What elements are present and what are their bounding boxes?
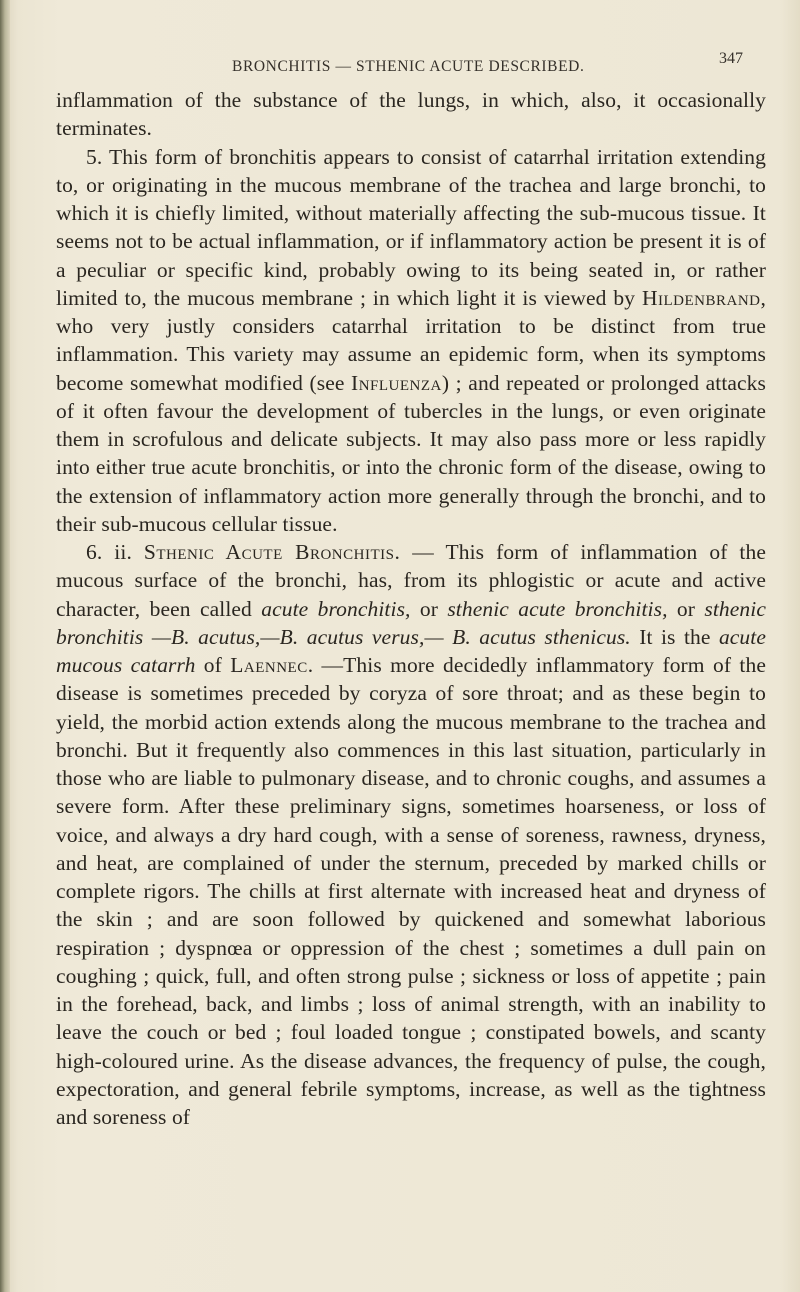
author-laennec: Laennec — [230, 653, 308, 677]
paragraph-6-text-c: or — [667, 596, 705, 621]
term-sthenic-acute-bronchitis: sthenic acute bronchitis, — [447, 596, 668, 621]
paragraph-continuation: inflammation of the substance of the lungs, in which, also, it occasionally terminates. — [56, 88, 766, 141]
paragraph-5-text-c: ) ; and repeated or prolonged attacks of it often favour the development of tubercles in the lungs, or even originate them in scrofulous and delicate subjects. It may also pass more or less rapidly into either true acute bronchitis, or into the chronic form of the disease, owing to the extension of inflammatory action more generally through the bronchi, and to their sub-mucous cellular tissue. — [56, 370, 766, 536]
paragraph-6 — [56, 538, 766, 1131]
paragraph-5-text-b: , who very justly considers catarrhal irritation to be distinct from true inflammation. This variety may assume an epidemic form, when its symptoms become somewhat modified (see — [56, 285, 766, 395]
section-heading: Sthenic Acute Bronchitis. — [143, 540, 401, 564]
paragraph-5-text-a: 5. This form of bronchitis appears to consist of catarrhal irritation extending to, or originating in the mucous membrane of the trachea and large bronchi, to which it is chiefly limited, without materially affecting the sub-mucous tissue. It seems not to be actual inflammation, or if inflammatory action be present it is of a peculiar or specific kind, probably owing to its being seated in, or rather limited to, the mucous membrane ; in which light it is viewed by — [56, 144, 766, 310]
term-latin-synonyms: sthenic bronchitis —B. acutus,—B. acutus verus,— B. acutus sthenicus. — [56, 596, 766, 649]
paragraph-6-text-f: . —This more decidedly inflammatory form of the disease is sometimes preceded by coryza of sore throat; and as these begin to yield, the morbid action extends along the mucous membrane to the trachea and bronchi. But it frequently also commences in this last situation, particularly in those who are liable to pulmonary disease, and to chronic coughs, and assumes a severe form. After these preliminary signs, sometimes hoarseness, or loss of voice, and always a dry hard cough, with a sense of soreness, rawness, dryness, and heat, are complained of under the sternum, preceded by marked chills or complete rigors. The chills at first alternate with increased heat and dryness of the skin ; and are soon followed by quickened and somewhat laborious respiration ; dyspnœa or oppression of the chest ; sometimes a dull pain on coughing ; quick, full, and often strong pulse ; sickness or loss of appetite ; pain in the forehead, back, and limbs ; loss of animal strength, with an inability to leave the couch or bed ; foul loaded tongue ; constipated bowels, and scanty high-coloured urine. As the disease advances, the frequency of pulse, the cough, expectoration, and general febrile symptoms, increase, as well as the tightness and soreness of — [56, 653, 767, 1129]
term-acute-bronchitis: acute bronchitis, — [261, 596, 411, 621]
page-gutter — [0, 0, 10, 1292]
paragraph-6-text-d: It is the — [630, 624, 719, 649]
paragraph-6-text-a: — This form of inflammation of the mucous surface of the bronchi, has, from its phlogistic or acute and active character, been called — [56, 540, 766, 621]
author-hildenbrand: Hildenbrand — [641, 285, 761, 310]
term-acute-mucous-catarrh: acute mucous catarrh — [56, 624, 766, 677]
paragraph-6-text-b: or — [410, 596, 448, 621]
paragraph-5 — [56, 143, 766, 539]
paragraph-6-text-e: of — [195, 653, 231, 677]
page-number: 347 — [719, 50, 743, 67]
running-title: BRONCHITIS — STHENIC ACUTE DESCRIBED. — [232, 58, 585, 75]
paragraph-6-number: 6. ii. — [86, 540, 144, 564]
body-text — [56, 86, 766, 1131]
cross-reference-influenza: Influenza — [351, 370, 442, 395]
running-header — [232, 50, 743, 76]
